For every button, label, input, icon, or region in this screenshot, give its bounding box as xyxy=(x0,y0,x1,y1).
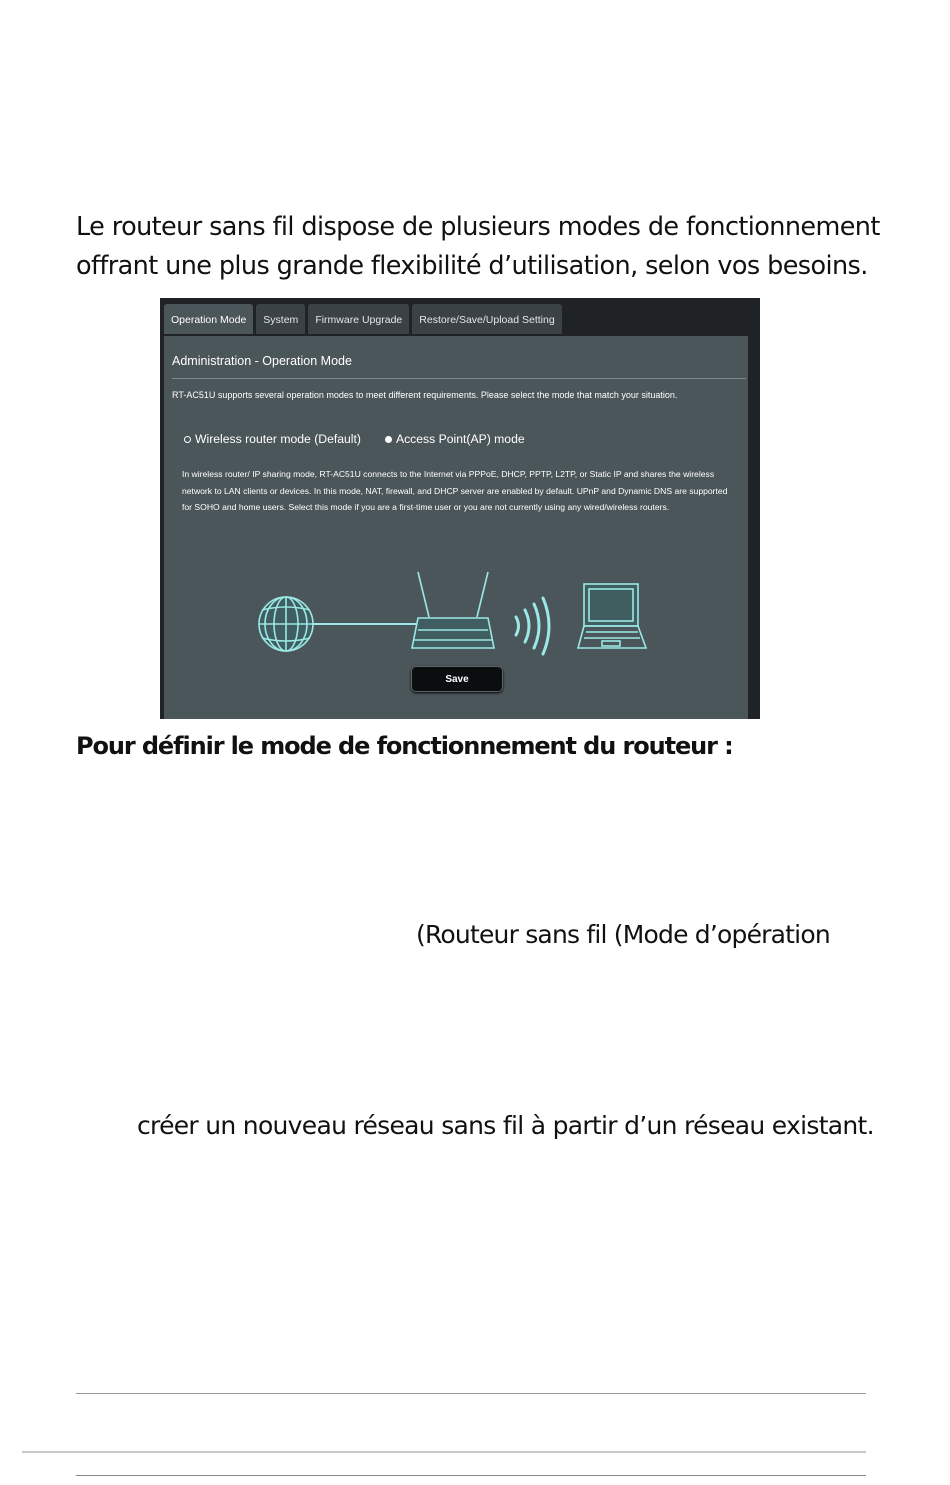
wireless-router-mode-label: Wireless router mode (Default) xyxy=(195,432,361,446)
intro-line-1: Le routeur sans fil dispose de plusieurs modes de fonctionnement xyxy=(76,212,880,242)
mode-radio-group xyxy=(184,432,549,446)
intro-line-2: offrant une plus grande flexibilité d’utilisation, selon vos besoins. xyxy=(76,251,868,281)
intro-paragraph xyxy=(76,208,880,286)
radio-selected-icon[interactable] xyxy=(184,436,191,443)
operation-mode-content xyxy=(164,336,748,719)
wireless-signal-icon xyxy=(516,598,549,654)
page-title: Administration - Operation Mode xyxy=(172,354,352,368)
tab-firmware-upgrade[interactable]: Firmware Upgrade xyxy=(308,304,409,334)
admin-tabs xyxy=(164,304,565,336)
page-description: RT-AC51U supports several operation modes to meet different requirements. Please select the mode that match your situation. xyxy=(172,390,678,400)
section-heading: Pour définir le mode de fonctionnement du routeur : xyxy=(76,732,733,760)
globe-icon xyxy=(259,597,313,651)
laptop-icon xyxy=(578,584,646,648)
title-divider xyxy=(172,378,746,379)
footer-rule-3 xyxy=(76,1475,866,1476)
tab-restore-save-upload[interactable]: Restore/Save/Upload Setting xyxy=(412,304,561,334)
save-button[interactable]: Save xyxy=(411,666,503,692)
access-point-mode-label: Access Point(AP) mode xyxy=(395,432,525,446)
mode-description: In wireless router/ IP sharing mode, RT-AC51U connects to the Internet via PPPoE, DHCP, PPTP, L2TP, or Static IP and shares the wireless network to LAN clients or devices. In this mode, NAT, firewall, and DHCP server are enabled by default. UPnP and Dynamic DNS are supported for SOHO and home users. Select this mode if you are a first-time user or you are not currently using any wired/wireless routers. xyxy=(182,469,728,512)
radio-unselected-icon[interactable] xyxy=(385,436,392,443)
router-icon xyxy=(412,572,494,648)
tab-system[interactable]: System xyxy=(256,304,305,334)
wireless-router-mode-option[interactable] xyxy=(184,432,361,446)
router-admin-screenshot xyxy=(160,298,760,719)
text-fragment-1: (Routeur sans fil (Mode d’opération xyxy=(416,920,830,949)
access-point-mode-option[interactable] xyxy=(385,432,525,446)
footer-rule-1 xyxy=(76,1393,866,1394)
footer-rule-2 xyxy=(22,1451,866,1453)
tab-operation-mode[interactable]: Operation Mode xyxy=(164,304,253,334)
text-fragment-2: créer un nouveau réseau sans fil à partir d’un réseau existant. xyxy=(137,1111,874,1140)
